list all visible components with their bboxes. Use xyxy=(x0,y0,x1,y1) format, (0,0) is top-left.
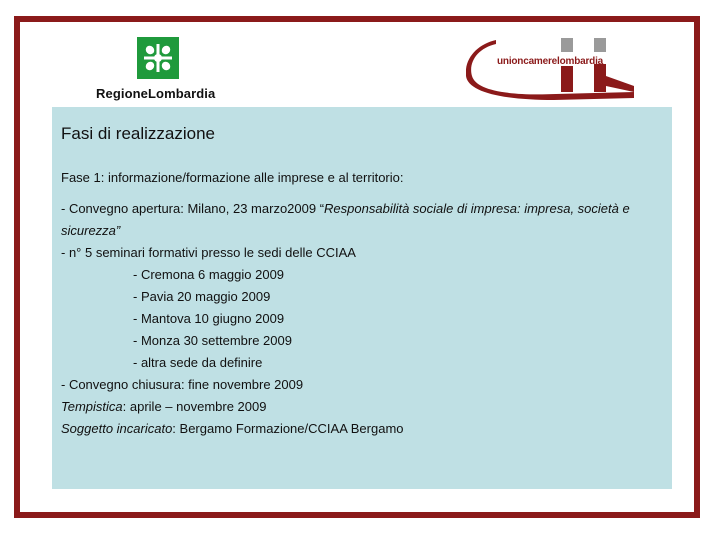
unioncamere-lombardia-logo xyxy=(466,36,638,100)
seminar-item: - Mantova 10 giugno 2009 xyxy=(133,311,285,326)
soggetto-line xyxy=(61,418,662,440)
tempistica-value: : aprile – novembre 2009 xyxy=(122,399,267,414)
unioncamere-wordmark: unioncamerelombardia xyxy=(497,56,604,67)
unioncamere-swoosh-icon xyxy=(466,36,638,100)
soggetto-value: : Bergamo Formazione/CCIAA Bergamo xyxy=(172,421,404,436)
regione-lombardia-logo xyxy=(96,37,226,107)
seminar-item: - Cremona 6 maggio 2009 xyxy=(133,267,285,282)
seminari-line: - n° 5 seminari formativi presso le sedi delle CCIAA xyxy=(61,245,356,260)
convegno-apertura-line xyxy=(61,198,662,242)
regione-lombardia-wordmark: RegioneLombardia xyxy=(96,86,216,101)
phase-line xyxy=(61,167,662,189)
seminar-item: - Pavia 20 maggio 2009 xyxy=(133,289,271,304)
page-title: Fasi di realizzazione xyxy=(61,124,216,143)
regione-lombardia-emblem-icon xyxy=(137,37,179,79)
tempistica-line xyxy=(61,396,662,418)
phase-text: : informazione/formazione alle imprese e al territorio: xyxy=(100,170,404,185)
seminar-item: - Monza 30 settembre 2009 xyxy=(133,333,292,348)
convegno-chiusura-line: - Convegno chiusura: fine novembre 2009 xyxy=(61,377,304,392)
soggetto-label: Soggetto incaricato xyxy=(61,421,173,436)
convegno-apertura-prefix: - Convegno apertura: Milano, 23 marzo2009 “ xyxy=(61,201,325,216)
seminar-item: - altra sede da definire xyxy=(133,355,263,370)
phase-label: Fase 1 xyxy=(61,170,101,185)
content-panel xyxy=(52,107,672,489)
tempistica-label: Tempistica xyxy=(61,399,123,414)
convegno-apertura-title: Responsabilità sociale di impresa: impresa, società e sicurezza” xyxy=(61,201,630,238)
